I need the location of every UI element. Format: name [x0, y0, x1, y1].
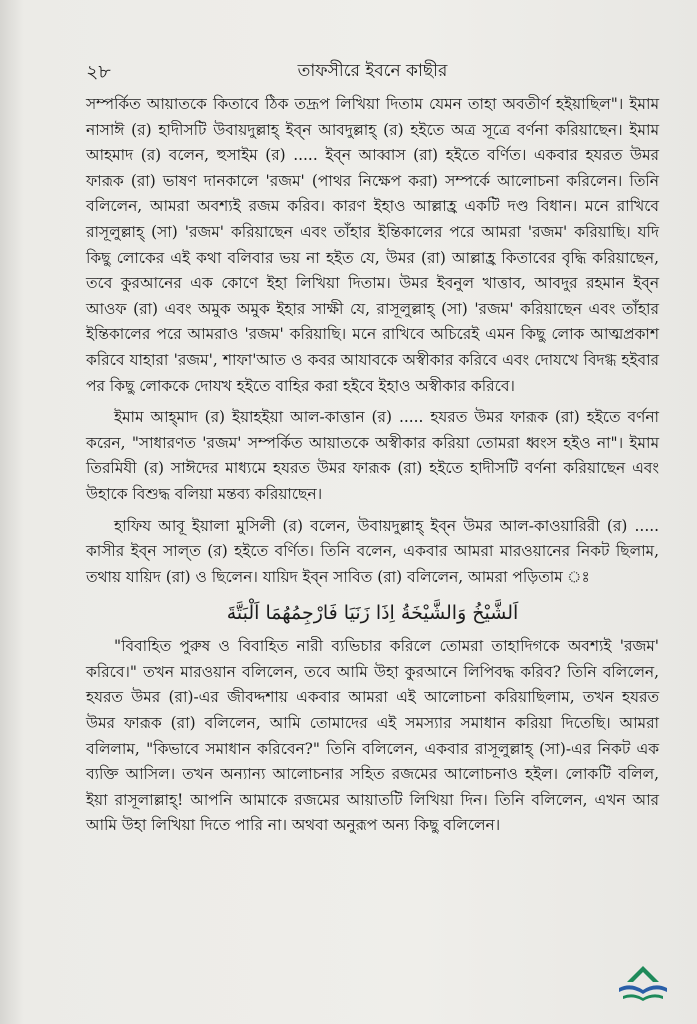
arabic-verse: اَلشَّيْخُ وَالشَّيْخَةُ اِذَا زَنَيَا فَارْجِمُهُمَا اَلْبَتَّةَ: [226, 602, 519, 625]
paragraph-1: সম্পর্কিত আয়াতকে কিতাবে ঠিক তদ্রূপ লিখিয়া দিতাম যেমন তাহা অবতীর্ণ হইয়াছিল"। ইমাম নাসাঈ (র) হাদীসটি উবায়দুল্লাহ্ ইব্‌ন আবদুল্লাহ্ (র) হইতে অত্র সূত্রে বর্ণনা করিয়াছেন। ইমাম আহমাদ (র) বলেন, হুসাইম (র) ..... ইব্‌ন আব্বাস (রা) হইতে বর্ণিত। একবার হযরত উমর ফারূক (রা) ভাষণ দানকালে 'রজম' (পাথর নিক্ষেপ করা) সম্পর্কে আলোচনা করিলেন। তিনি বলিলেন, আমরা অবশ্যই রজম করিব। কারণ ইহাও আল্লাহ্র একটি দণ্ড বিধান। মনে রাখিবে রাসূলুল্লাহ্ (সা) 'রজম' করিয়াছেন এবং তাঁহার ইন্তিকালের পরে আমরা 'রজম' করিয়াছি। যদি কিছু লোকের এই কথা বলিবার ভয় না হইত যে, উমর (রা) আল্লাহ্র কিতাবের বৃদ্ধি করিয়াছেন, তবে কুরআনের এক কোণে ইহা লিখিয়া দিতাম। উমর ইবনুল খাত্তাব, আবদুর রহমান ইব্‌ন আওফ (রা) এবং অমুক অমুক ইহার সাক্ষী যে, রাসূলুল্লাহ্ (সা) 'রজম' করিয়াছেন এবং তাঁহার ইন্তিকালের পরে আমরাও 'রজম' করিয়াছি। মনে রাখিবে অচিরেই এমন কিছু লোক আত্মপ্রকাশ করিবে যাহারা 'রজম', শাফা'আত ও কবর আযাবকে অস্বীকার করিবে এবং দোযখে বিদগ্ধ হইবার পর কিছু লোককে দোযখ হইতে বাহির করা হইবে ইহাও অস্বীকার করিবে।: [86, 95, 659, 395]
book-logo-icon: [613, 962, 673, 1006]
paragraph-4: "বিবাহিত পুরুষ ও বিবাহিত নারী ব্যভিচার করিলে তোমরা তাহাদিগকে অবশ্যই 'রজম' করিবে।" তখন মারওয়ান বলিলেন, তবে আমি উহা কুরআনে লিপিবদ্ধ করিব? তিনি বলিলেন, হযরত উমর (রা)-এর জীবদ্দশায় একবার আমরা এই আলোচনা করিয়াছিলাম, তখন হযরত উমর ফারূক (রা) বলিলেন, আমি তোমাদের এই সমস্যার সমাধান করিয়া দিতেছি। আমরা বলিলাম, "কিভাবে সমাধান করিবেন?" তিনি বলিলেন, একবার রাসূলুল্লাহ্ (সা)-এর নিকট এক ব্যক্তি আসিল। তখন অন্যান্য আলোচনার সহিত রজমের আলোচনাও হইল। লোকটি বলিল, ইয়া রাসূলাল্লাহ্! আপনি আমাকে রজমের আয়াতটি লিখিয়া দিন। তিনি বলিলেন, এখন আর আমি উহা লিখিয়া দিতে পারি না। অথবা অনুরূপ অন্য কিছু বলিলেন।: [86, 637, 659, 835]
paragraph-2: ইমাম আহ্‌মাদ (র) ইয়াহইয়া আল-কাত্তান (র) ..... হযরত উমর ফারূক (রা) হইতে বর্ণনা করেন, "সাধারণত 'রজম' সম্পর্কিত আয়াতকে অস্বীকার করিয়া তোমরা ধ্বংস হইও না"। ইমাম তিরমিযী (র) সাঈদের মাধ্যমে হযরত উমর ফারূক (রা) হইতে হাদীসটি বর্ণনা করিয়াছেন এবং উহাকে বিশুদ্ধ বলিয়া মন্তব্য করিয়াছেন।: [86, 408, 659, 503]
page-number: ২৮: [86, 61, 111, 83]
page-header: [86, 58, 659, 84]
body-text: [86, 92, 659, 845]
paragraph-3: হাফিয আবূ ইয়ালা মুসিলী (র) বলেন, উবায়দুল্লাহ্ ইব্‌ন উমর আল-কাওয়ারিরী (র) ..... কাসীর ইব্‌ন সাল্‌ত (র) হইতে বর্ণিত। তিনি বলেন, একবার আমরা মারওয়ানের নিকট ছিলাম, তথায় যায়িদ (রা) ও ছিলেন। যায়িদ ইব্‌ন সাবিত (রা) বলিলেন, আমরা পড়িতাম ঃ: [86, 516, 659, 586]
running-title: তাফসীরে ইবনে কাছীর: [297, 61, 448, 81]
